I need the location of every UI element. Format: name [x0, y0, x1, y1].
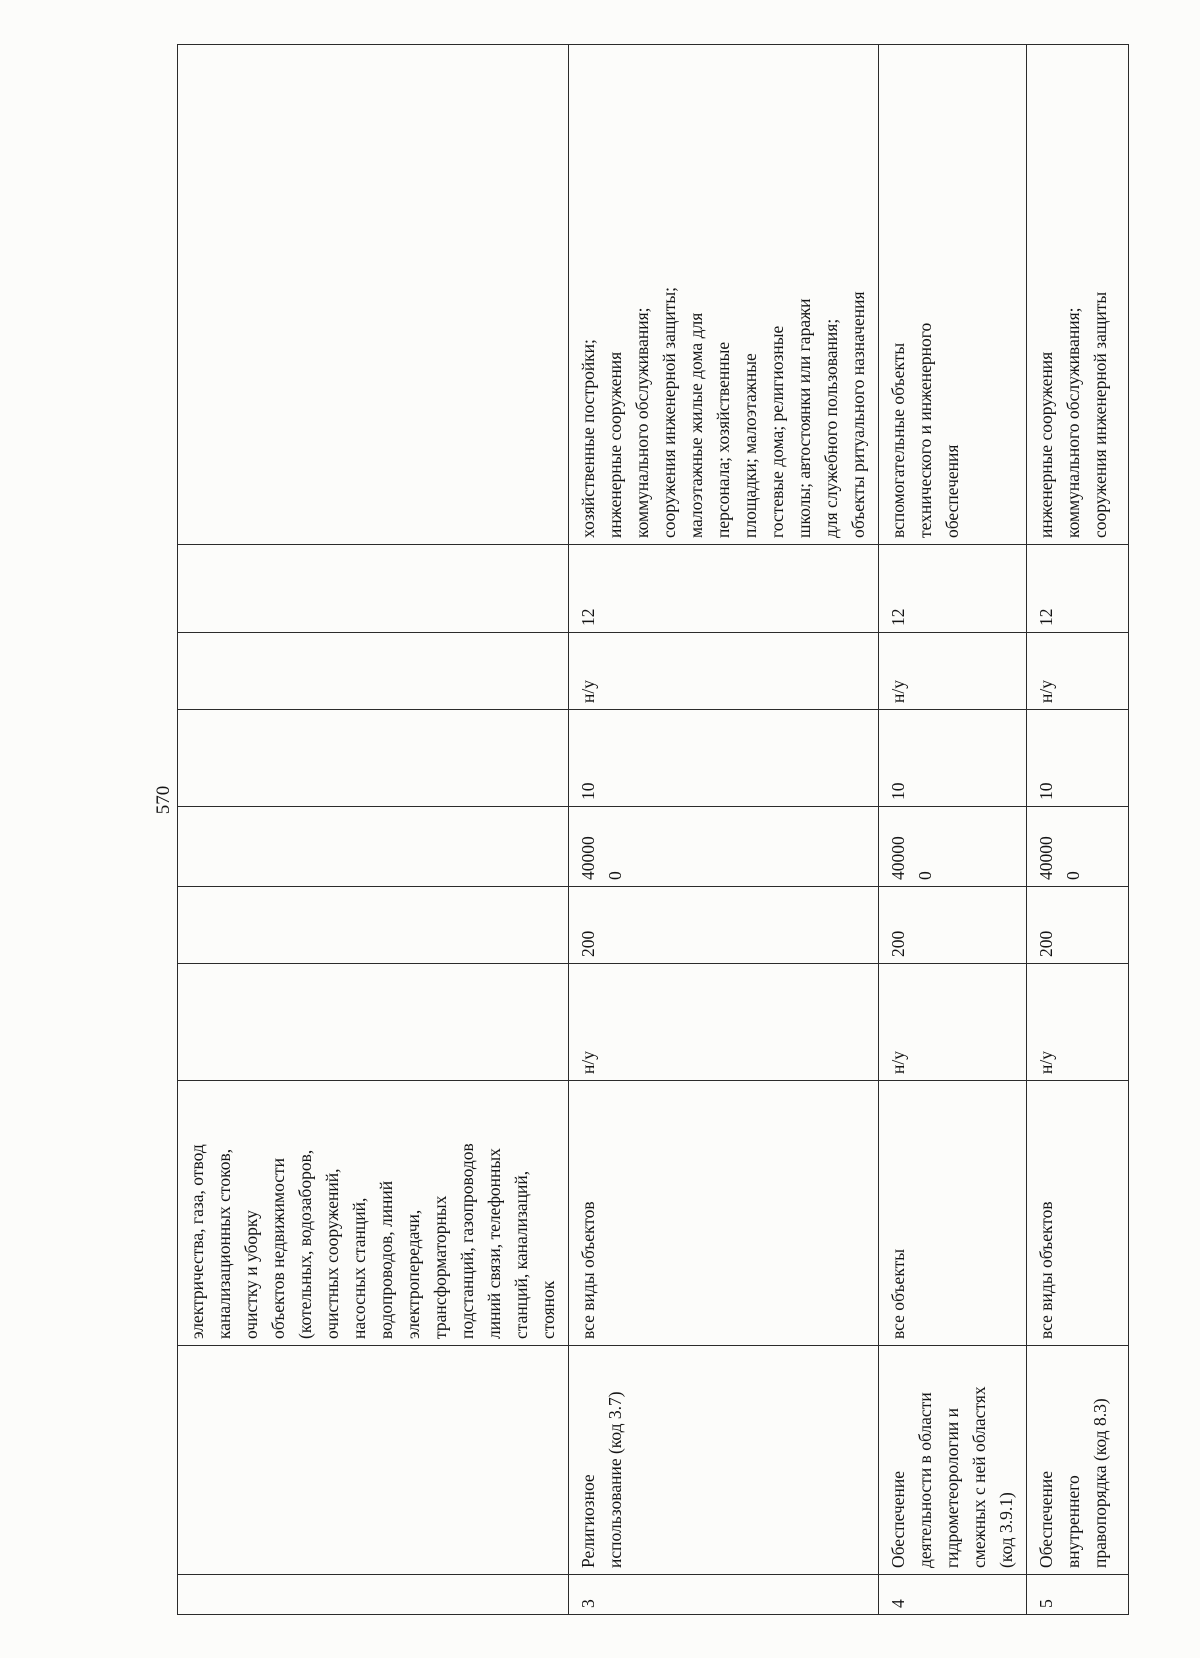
cell-use-type: Обеспечение деятельности в области гидрометеорологии и смежных с ней областях (код 3.9.1): [879, 1346, 1027, 1575]
cell-param-4: 10: [879, 710, 1027, 807]
cell-use-type: Обеспечение внутреннего правопорядка (код 8.3): [1027, 1346, 1129, 1575]
rotated-table-container: [177, 45, 1110, 1615]
land-use-table: [177, 44, 1129, 1615]
cell-param-3: 40000 0: [1027, 807, 1129, 887]
cell-param-2: [178, 887, 569, 964]
table-row: [178, 45, 569, 1615]
cell-auxiliary-uses: [178, 45, 569, 545]
cell-param-4: 10: [569, 710, 879, 807]
cell-param-4: 10: [1027, 710, 1129, 807]
cell-param-6: 12: [1027, 545, 1129, 633]
cell-param-3: 40000 0: [879, 807, 1027, 887]
cell-param-6: [178, 545, 569, 633]
cell-param-5: н/у: [1027, 633, 1129, 710]
cell-param-5: н/у: [569, 633, 879, 710]
table-row: [879, 45, 1027, 1615]
cell-param-2: 200: [569, 887, 879, 964]
cell-number: 5: [1027, 1575, 1129, 1615]
cell-objects: все виды объектов: [569, 1081, 879, 1346]
cell-param-2: 200: [879, 887, 1027, 964]
cell-number: 4: [879, 1575, 1027, 1615]
cell-param-4: [178, 710, 569, 807]
cell-use-type: [178, 1346, 569, 1575]
cell-param-5: н/у: [879, 633, 1027, 710]
table-row: [569, 45, 879, 1615]
page-number: 570: [153, 785, 174, 815]
cell-number: [178, 1575, 569, 1615]
cell-objects: все объекты: [879, 1081, 1027, 1346]
cell-param-1: н/у: [1027, 964, 1129, 1081]
cell-auxiliary-uses: хозяйственные постройки; инженерные сооружения коммунального обслуживания; сооружения инженерной защиты; малоэтажные жилые дома для персонала; хозяйственные площадки; малоэтажные гостевые дома; религиозные школы; автостоянки или гаражи для служебного пользования; объекты ритуального назначения: [569, 45, 879, 545]
cell-param-3: [178, 807, 569, 887]
cell-number: 3: [569, 1575, 879, 1615]
cell-objects: электричества, газа, отвод канализационных стоков, очистку и уборку объектов недвижимости (котельных, водозаборов, очистных сооружений, насосных станций, водопроводов, линий электропередачи, трансформаторных подстанций, газопроводов линий связи, телефонных станций, канализаций, стоянок: [178, 1081, 569, 1346]
cell-param-1: [178, 964, 569, 1081]
cell-param-5: [178, 633, 569, 710]
table-row: [1027, 45, 1129, 1615]
cell-param-2: 200: [1027, 887, 1129, 964]
cell-auxiliary-uses: инженерные сооружения коммунального обслуживания; сооружения инженерной защиты: [1027, 45, 1129, 545]
cell-use-type: Религиозное использование (код 3.7): [569, 1346, 879, 1575]
cell-auxiliary-uses: вспомогательные объекты технического и инженерного обеспечения: [879, 45, 1027, 545]
cell-param-1: н/у: [879, 964, 1027, 1081]
cell-objects: все виды объектов: [1027, 1081, 1129, 1346]
cell-param-6: 12: [879, 545, 1027, 633]
cell-param-6: 12: [569, 545, 879, 633]
cell-param-3: 40000 0: [569, 807, 879, 887]
cell-param-1: н/у: [569, 964, 879, 1081]
